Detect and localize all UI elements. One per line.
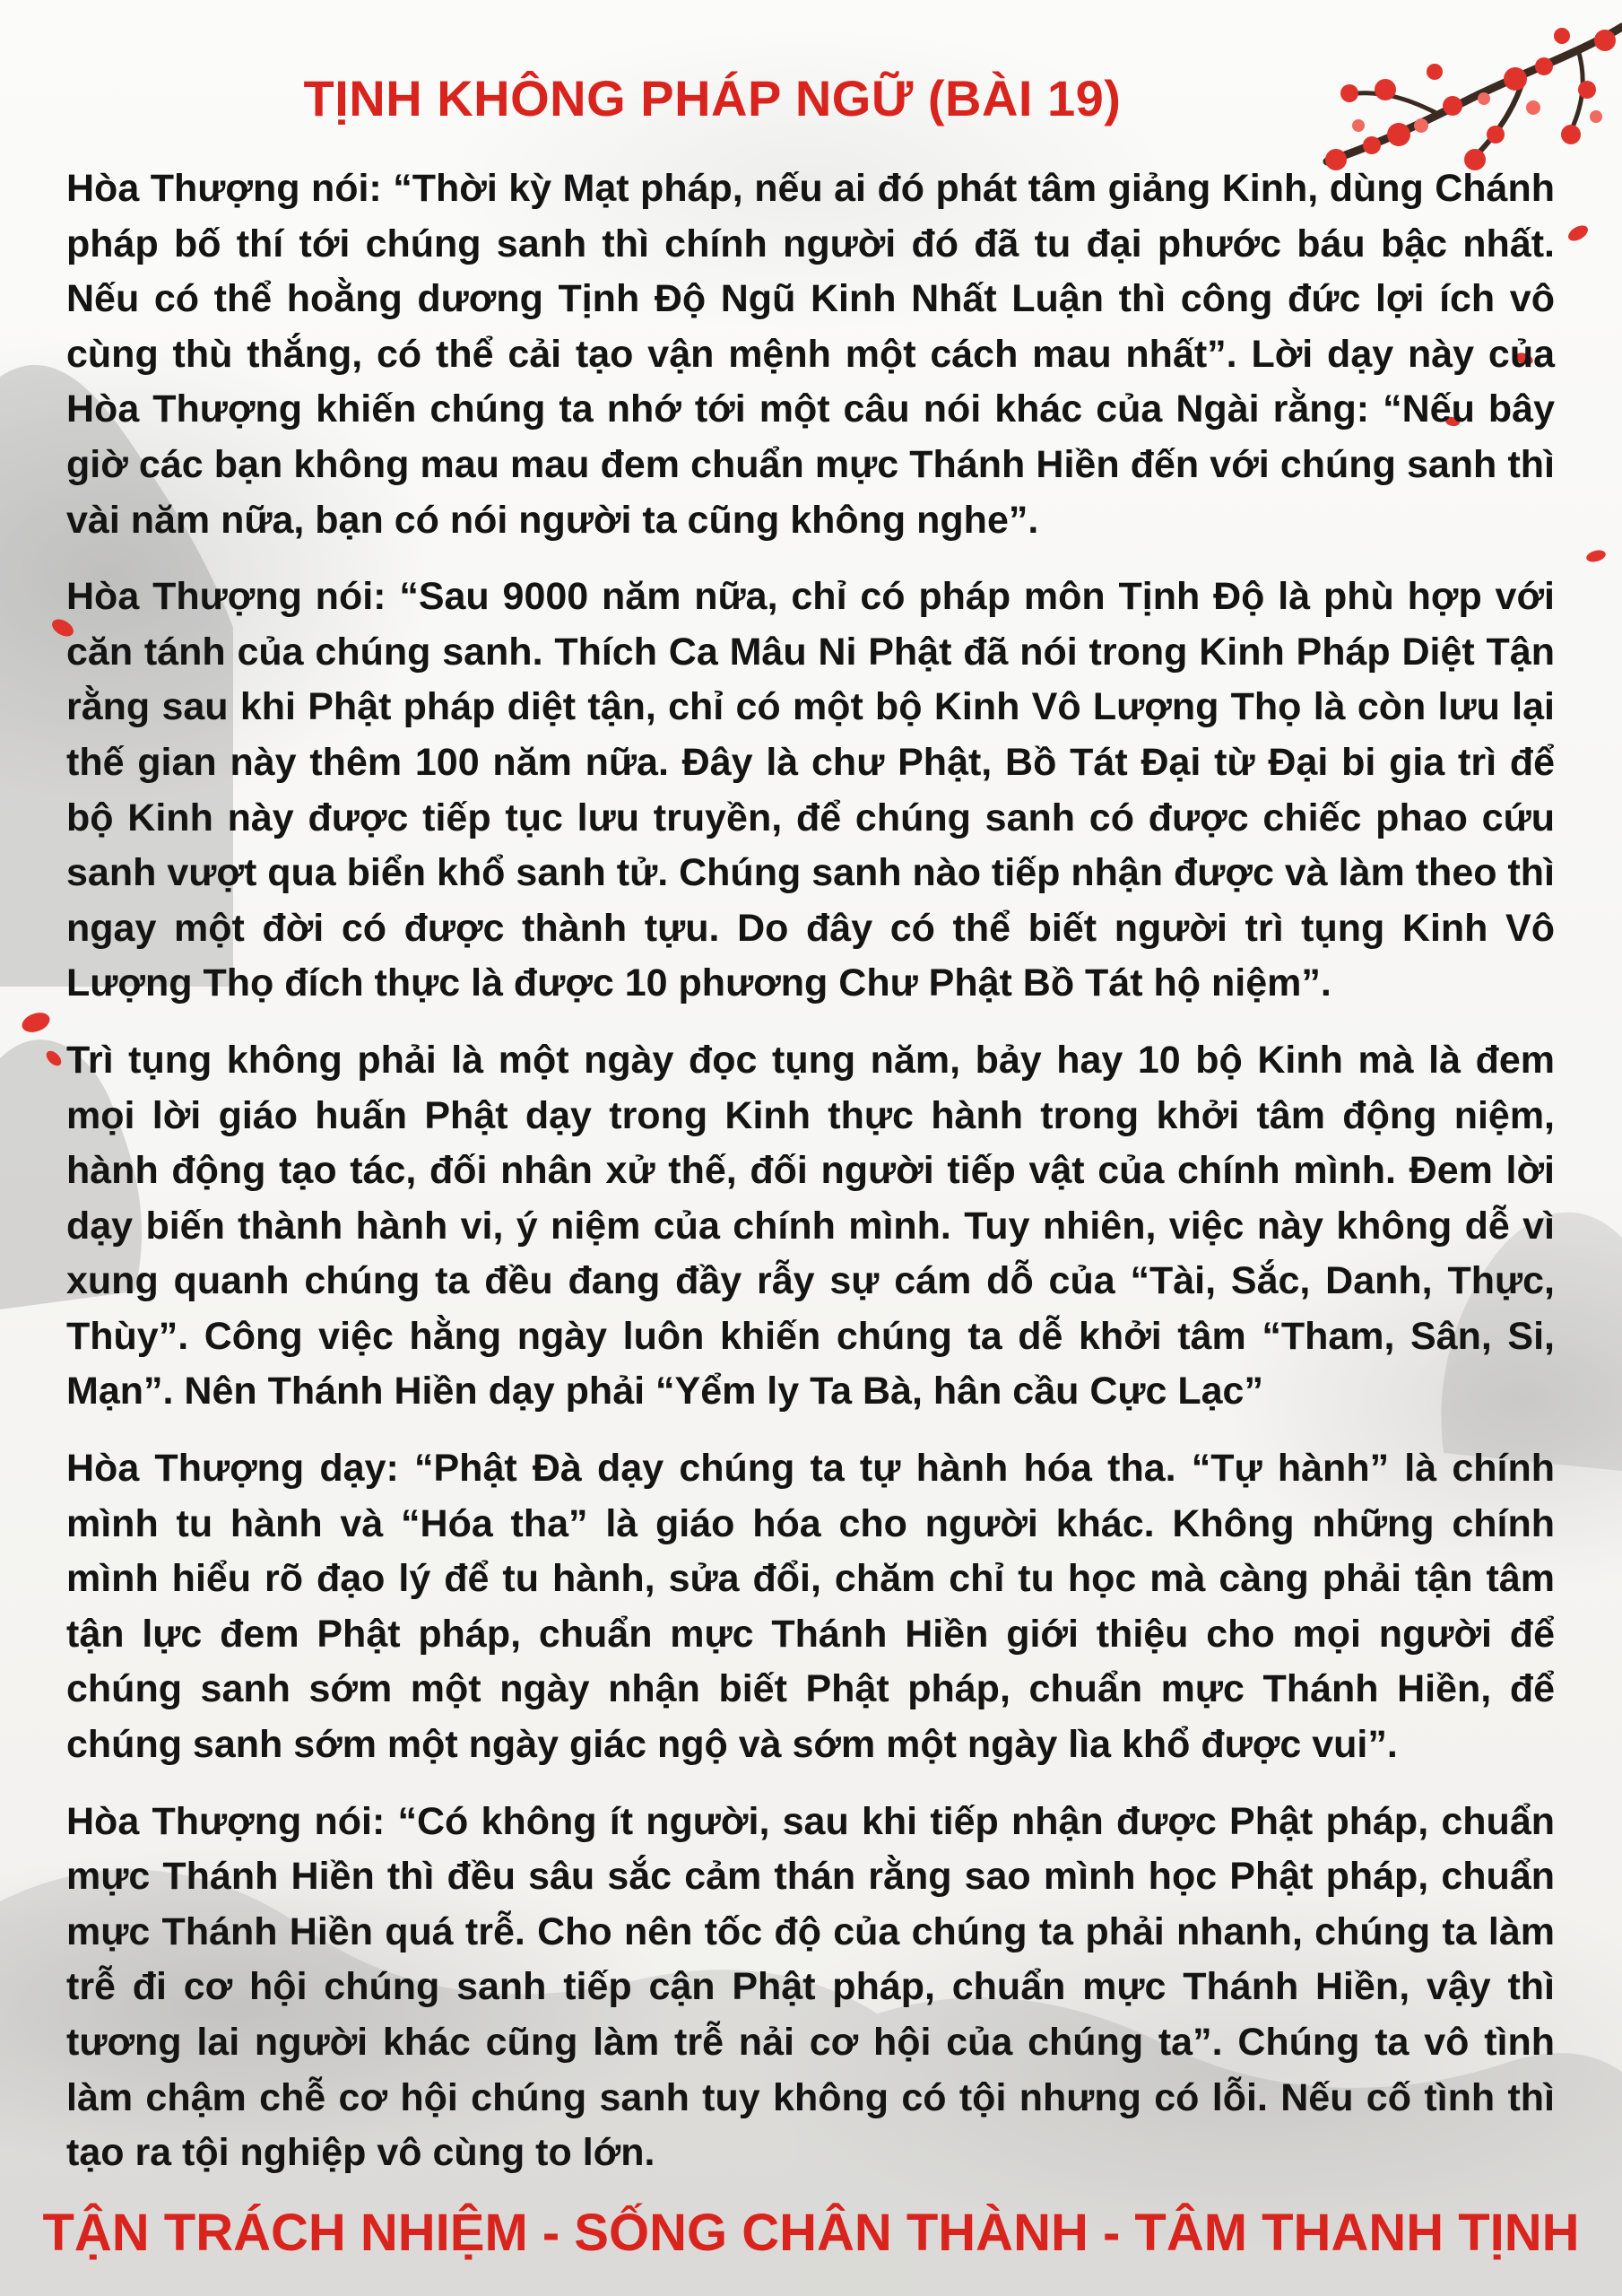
paragraph-5: Hòa Thượng nói: “Có không ít người, sau khi tiếp nhận được Phật pháp, chuẩn mực Thánh Hiền thì đều sâu sắc cảm thán rằng sao mình học Phật pháp, chuẩn mực Thánh Hiền quá trễ. Cho nên tốc độ của chúng ta phải nhanh, chúng ta làm trễ đi cơ hội chúng sanh tiếp cận Phật pháp, chuẩn mực Thánh Hiền, vậy thì tương lai người khác cũng làm trễ nải cơ hội của chúng ta”. Chúng ta vô tình làm chậm chễ cơ hội chúng sanh tuy không có tội nhưng có lỗi. Nếu cố tình thì tạo ra tội nghiệp vô cùng to lớn. (66, 1799, 1555, 2175)
paragraph-3: Trì tụng không phải là một ngày đọc tụng năm, bảy hay 10 bộ Kinh mà là đem mọi lời giáo huấn Phật dạy trong Kinh thực hành trong khởi tâm động niệm, hành động tạo tác, đối nhân xử thế, đối người tiếp vật của chính mình. Đem lời dạy biến thành hành vi, ý niệm của chính mình. Tuy nhiên, việc này không dễ vì xung quanh chúng ta đều đang đầy rẫy sự cám dỗ của “Tài, Sắc, Danh, Thực, Thùy”. Công việc hằng ngày luôn khiến chúng ta dễ khởi tâm “Tham, Sân, Si, Mạn”. Nên Thánh Hiền dạy phải “Yểm ly Ta Bà, hân cầu Cực Lạc” (66, 1038, 1555, 1413)
document-body (66, 161, 1555, 2203)
paragraph-1: Hòa Thượng nói: “Thời kỳ Mạt pháp, nếu ai đó phát tâm giảng Kinh, dùng Chánh pháp bố thí tới chúng sanh thì chính người đó đã tu đại phước báu bậc nhất. Nếu có thể hoằng dương Tịnh Độ Ngũ Kinh Nhất Luận thì công đức lợi ích vô cùng thù thắng, có thể cải tạo vận mệnh một cách mau nhất”. Lời dạy này của Hòa Thượng khiến chúng ta nhớ tới một câu nói khác của Ngài rằng: “Nếu bây giờ các bạn không mau mau đem chuẩn mực Thánh Hiền đến với chúng sanh thì vài năm nữa, bạn có nói người ta cũng không nghe”. (66, 167, 1555, 542)
document-title: TỊNH KHÔNG PHÁP NGỮ (BÀI 19) (303, 70, 1122, 126)
slogan-footer: TẬN TRÁCH NHIỆM - SỐNG CHÂN THÀNH - TÂM THANH TỊNH (42, 2204, 1580, 2262)
paragraph-2: Hòa Thượng nói: “Sau 9000 năm nữa, chỉ có pháp môn Tịnh Độ là phù hợp với căn tánh của chúng sanh. Thích Ca Mâu Ni Phật đã nói trong Kinh Pháp Diệt Tận rằng sau khi Phật pháp diệt tận, chỉ có một bộ Kinh Vô Lượng Thọ là còn lưu lại thế gian này thêm 100 năm nữa. Đây là chư Phật, Bồ Tát Đại từ Đại bi gia trì để bộ Kinh này được tiếp tục lưu truyền, để chúng sanh có được chiếc phao cứu sanh vượt qua biển khổ sanh tử. Chúng sanh nào tiếp nhận được và làm theo thì ngay một đời có được thành tựu. Do đây có thể biết người trì tụng Kinh Vô Lượng Thọ đích thực là được 10 phương Chư Phật Bồ Tát hộ niệm”. (66, 575, 1555, 1005)
paragraph-4: Hòa Thượng dạy: “Phật Đà dạy chúng ta tự hành hóa tha. “Tự hành” là chính mình tu hành và “Hóa tha” là giáo hóa cho người khác. Không những chính mình hiểu rõ đạo lý để tu hành, sửa đổi, chăm chỉ tu học mà càng phải tận tâm tận lực đem Phật pháp, chuẩn mực Thánh Hiền giới thiệu cho mọi người để chúng sanh sớm một ngày nhận biết Phật pháp, chuẩn mực Thánh Hiền, để chúng sanh sớm một ngày giác ngộ và sớm một ngày lìa khổ được vui”. (66, 1447, 1555, 1767)
